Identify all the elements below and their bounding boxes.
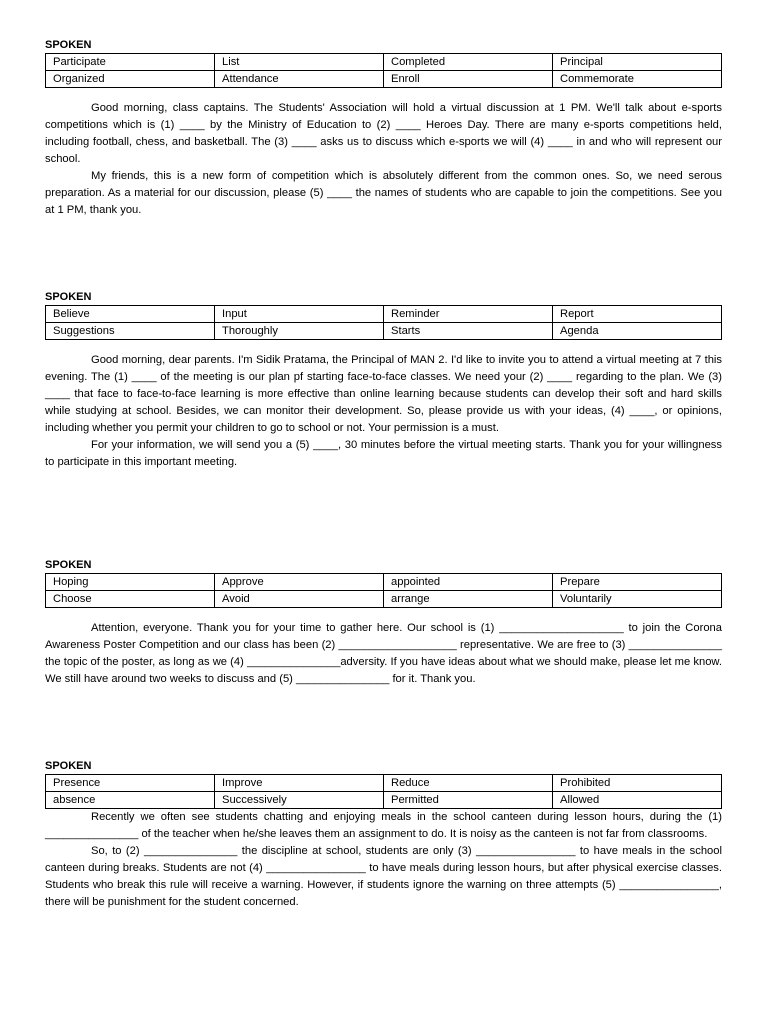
word-cell: List — [215, 54, 384, 71]
word-cell: Hoping — [46, 574, 215, 591]
paragraph-text: Attention, everyone. Thank you for your time to gather here. Our school is (1) ____________________ to join the Corona Awareness Poster Competition and our class has been (2) ___________________ representative. We are free to (3) _______________ the topic of the poster, as long as we (4) _______________adversity. If you have ideas about what we should make, please let me know. We still have around two weeks to discuss and (5) _______________ for it. Thank you. — [45, 622, 722, 685]
table-row — [46, 775, 722, 792]
word-cell: Choose — [46, 591, 215, 608]
word-cell: Report — [553, 306, 722, 323]
word-cell: Reduce — [384, 775, 553, 792]
word-cell: Attendance — [215, 71, 384, 88]
word-cell: Approve — [215, 574, 384, 591]
exercise-section-3 — [45, 559, 722, 688]
word-cell: Organized — [46, 71, 215, 88]
section-heading: SPOKEN — [45, 559, 92, 571]
word-cell: Thoroughly — [215, 323, 384, 340]
word-bank-table — [45, 305, 722, 340]
paragraph-text: For your information, we will send you a (5) ____, 30 minutes before the virtual meeting starts. Thank you for your willingness to participate in this important meeting. — [45, 439, 722, 468]
table-row — [46, 574, 722, 591]
word-cell: Reminder — [384, 306, 553, 323]
word-cell: Successively — [215, 792, 384, 809]
word-cell: arrange — [384, 591, 553, 608]
word-cell: Prepare — [553, 574, 722, 591]
word-cell: Prohibited — [553, 775, 722, 792]
word-cell: Completed — [384, 54, 553, 71]
word-cell: Suggestions — [46, 323, 215, 340]
section-heading: SPOKEN — [45, 291, 92, 303]
word-cell: absence — [46, 792, 215, 809]
word-cell: Principal — [553, 54, 722, 71]
passage-paragraph — [45, 352, 722, 437]
word-bank-table — [45, 53, 722, 88]
word-cell: Believe — [46, 306, 215, 323]
table-row — [46, 591, 722, 608]
paragraph-text: Good morning, class captains. The Students' Association will hold a virtual discussion at 1 PM. We'll talk about e-sports competitions which is (1) ____ by the Ministry of Education to (2) ____ Heroes Day. There are many e-sports competitions held, including football, chess, and basketball. The (3) ____ asks us to discuss which e-sports we will (4) ____ in and who will represent our school. — [45, 102, 722, 165]
word-bank-table — [45, 774, 722, 809]
word-cell: Commemorate — [553, 71, 722, 88]
paragraph-text: So, to (2) _______________ the discipline at school, students are only (3) ________________ to have meals in the school canteen during breaks. Students are not (4) ________________ to have meals during lesson hours, but after physical exercise classes. Students who break this rule will receive a warning. However, if students ignore the warning on three attempts (5) ________________, there will be punishment for the student concerned. — [45, 845, 722, 908]
word-cell: Participate — [46, 54, 215, 71]
passage-paragraph — [45, 620, 722, 688]
word-cell: appointed — [384, 574, 553, 591]
table-row — [46, 306, 722, 323]
passage-paragraph — [45, 100, 722, 168]
section-heading: SPOKEN — [45, 760, 92, 772]
section-heading: SPOKEN — [45, 39, 92, 51]
word-cell: Permitted — [384, 792, 553, 809]
word-cell: Input — [215, 306, 384, 323]
passage-paragraph — [45, 809, 722, 843]
word-cell: Improve — [215, 775, 384, 792]
table-row — [46, 323, 722, 340]
word-cell: Voluntarily — [553, 591, 722, 608]
word-cell: Agenda — [553, 323, 722, 340]
word-cell: Avoid — [215, 591, 384, 608]
passage-paragraph — [45, 843, 722, 911]
word-cell: Starts — [384, 323, 553, 340]
table-row — [46, 54, 722, 71]
exercise-section-4 — [45, 760, 722, 911]
word-cell: Allowed — [553, 792, 722, 809]
table-row — [46, 792, 722, 809]
word-cell: Enroll — [384, 71, 553, 88]
exercise-section-2 — [45, 291, 722, 471]
exercise-section-1 — [45, 39, 722, 219]
word-cell: Presence — [46, 775, 215, 792]
paragraph-text: My friends, this is a new form of competition which is absolutely different from the common ones. So, we need serous preparation. As a material for our discussion, please (5) ____ the names of students who are capable to join the competitions. See you at 1 PM, thank you. — [45, 170, 722, 216]
paragraph-text: Good morning, dear parents. I'm Sidik Pratama, the Principal of MAN 2. I'd like to invite you to attend a virtual meeting at 7 this evening. The (1) ____ of the meeting is our plan pf starting face-to-face classes. We need your (2) ____ regarding to the plan. We (3) ____ that face to face-to-face learning is more effective than online learning because students can develop their soft and hard skills while studying at school. Besides, we can monitor their development. So, please provide us with your ideas, (4) ____, or opinions, including whether you permit your children to go to school or not. Your permission is a must. — [45, 354, 722, 434]
paragraph-text: Recently we often see students chatting and enjoying meals in the school canteen during lesson hours, during the (1) _______________ of the teacher when he/she leaves them an assignment to do. It is noisy as the canteen is not far from classrooms. — [45, 811, 722, 840]
passage-paragraph — [45, 168, 722, 219]
word-bank-table — [45, 573, 722, 608]
passage-paragraph — [45, 437, 722, 471]
table-row — [46, 71, 722, 88]
